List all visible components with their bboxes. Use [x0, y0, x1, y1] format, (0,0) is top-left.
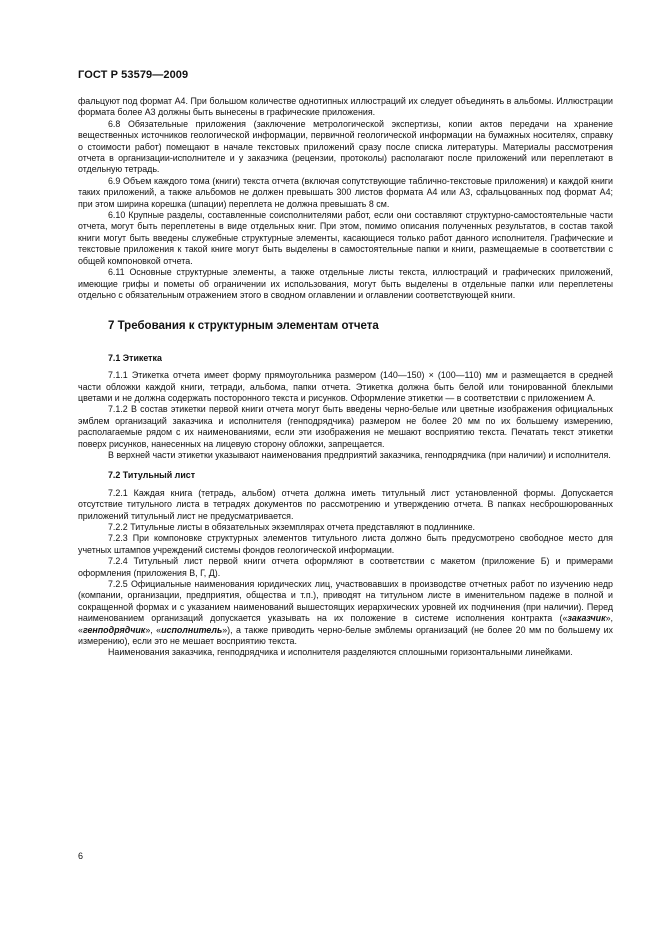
section-7-1-title: 7.1 Этикетка — [108, 352, 162, 363]
paragraph-7-2-2: 7.2.2 Титульные листы в обязательных экземплярах отчета представляют в подлиннике. — [108, 522, 475, 532]
paragraph-7-2-3: 7.2.3 При компоновке структурных элементов титульного листа должно быть предусмотрено свободное место для учетных штампов учреждений системы фондов геологической информации. — [78, 533, 613, 555]
paragraph-6-8: 6.8 Обязательные приложения (заключение метрологической экспертизы, копии актов передачи на хранение вещественных источников геологической информации, первичной геологической информации на бумажных носителях, справку о стоимости работ) помещают в начале текстовых приложений сразу после списка литературы. Материалы рассмотрения отчета в организации-исполнителе и у заказчика (рецензии, протоколы) располагают после приложений или переплетают в отдельную тетрадь. — [78, 118, 613, 175]
paragraph-7-2-5-part-b: »), а также приводить черно-белые эмблемы организаций (не более 20 мм по большему их измерению), если это не мешает восприятию текста. — [78, 624, 613, 647]
term-general-contractor: генподрядчик — [82, 624, 146, 635]
paragraph-7-2-5 — [78, 579, 613, 647]
paragraph-continuation: фальцуют под формат А4. При большом количестве однотипных иллюстраций их следует объединять в альбомы. Иллюстрации формата более А3 должны быть вынесены в графические приложения. — [78, 96, 613, 118]
paragraph-7-2-1: 7.2.1 Каждая книга (тетрадь, альбом) отчета должна иметь титульный лист установленной формы. Допускается отсутствие титульного листа в тетрадях документов по рассмотрению и утверждению отчета. В папках несброшюрованных приложений титульный лист не предусматривается. — [78, 487, 613, 521]
paragraph-7-1-2: 7.1.2 В состав этикетки первой книги отчета могут быть введены черно-белые или цветные изображения официальных эмблем организаций заказчика и исполнителя (генподрядчика) размером не более 20 мм по их большему измерению, располагаемые рядом с их наименованиями, если эти изображения не мешают восприятию текста. Печатать текст этикетки поверх рисунков, нанесенных на лицевую сторону обложки, запрещается. — [78, 404, 613, 449]
document-header: ГОСТ Р 53579—2009 — [78, 69, 189, 81]
separator-2: », « — [145, 624, 162, 635]
term-executor: исполнитель — [161, 624, 223, 635]
separator-1: », « — [78, 613, 613, 635]
paragraph-7-1-1: 7.1.1 Этикетка отчета имеет форму прямоугольника размером (140—150) × (100—110) мм и размещается в средней части обложки каждой книги, тетради, альбома, папки отчета. Этикетка должна быть белой или тонированной блеклыми цветами и не должна содержать посторонного текста и рисунков. Оформление этикетки — в соответствии с приложением А. — [78, 370, 613, 403]
document-body — [78, 96, 613, 659]
section-7-title: 7 Требования к структурным элементам отчета — [108, 320, 379, 333]
paragraph-6-10: 6.10 Крупные разделы, составленные соисполнителями работ, если они составляют структурно-самостоятельные части отчета, могут быть переплетены в виде отдельных книг. При этом, помимо описания полученных результатов, в состав такой книги могут быть введены служебные структурные элементы, касающиеся только работ данного исполнителя. Графические и текстовые приложения к такой книге могут быть выделены в самостоятельные папки и книги, размещаемые в соответствии с общей компоновкой отчета. — [78, 210, 613, 266]
paragraph-6-11: 6.11 Основные структурные элементы, а также отдельные листы текста, иллюстраций и графических приложений, имеющие грифы и пометы об ограничении их использования, могут быть выделены в отдельные папки или переплетены отдельно с обязательным отражением этого в сводном оглавлении и оглавлении соответствующей книги. — [78, 267, 613, 300]
section-7-2-title: 7.2 Титульный лист — [108, 470, 196, 481]
page-number: 6 — [78, 851, 84, 861]
term-customer: заказчик — [567, 613, 606, 624]
paragraph-7-2-6: Наименования заказчика, генподрядчика и исполнителя разделяются сплошными горизонтальными линейками. — [108, 647, 573, 658]
paragraph-7-1-label-top: В верхней части этикетки указывают наименования предприятий заказчика, генподрядчика (при наличии) и исполнителя. — [108, 449, 611, 460]
paragraph-7-2-5-part-a: 7.2.5 Официальные наименования юридических лиц, участвовавших в производстве отчетных работ по изучению недр (компании, организации, предприятия, общества и т.п.), приводят на титульном листе в именительном падеже в полной и сокращенной формах и с указанием наименований вышестоящих иерархических уровней их подчинения (при наличии). Перед наименованием организаций допускается указывать на их положение в системе исполнения контракта (« — [78, 579, 613, 624]
paragraph-7-2-4: 7.2.4 Титульный лист первой книги отчета оформляют в соответствии с макетом (приложение Б) и примерами оформления (приложения В, Г, Д). — [78, 556, 613, 578]
paragraph-6-9: 6.9 Объем каждого тома (книги) текста отчета (включая сопутствующие таблично-текстовые приложения) и каждой книги таких приложений, а также альбомов не должен превышать 300 листов формата А4 или А3, сфальцованных под формат А4; при этом ширина корешка (шпации) переплета не должна превышать 8 см. — [78, 175, 613, 209]
